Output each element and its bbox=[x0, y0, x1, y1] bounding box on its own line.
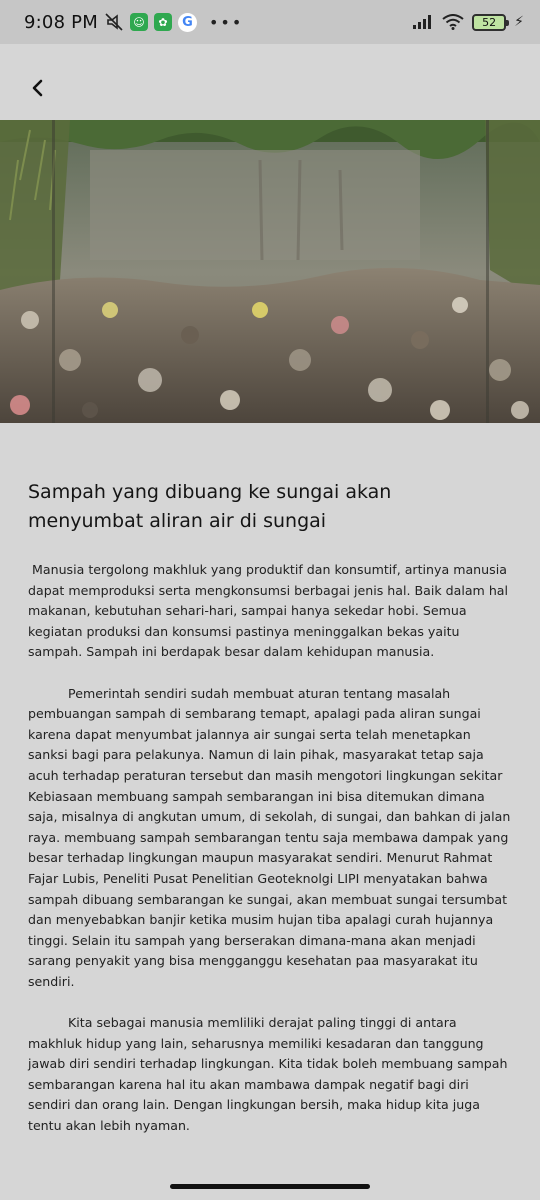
more-dots-icon: ••• bbox=[208, 12, 244, 32]
wifi-icon bbox=[442, 14, 464, 30]
battery-level: 52 bbox=[482, 15, 497, 29]
chevron-left-icon bbox=[28, 78, 48, 98]
article-body bbox=[28, 560, 515, 1137]
signal-icon bbox=[412, 14, 434, 30]
mute-icon bbox=[104, 12, 124, 32]
app-bar bbox=[0, 44, 540, 120]
status-right bbox=[412, 14, 524, 31]
article bbox=[28, 478, 515, 1157]
back-button[interactable] bbox=[20, 70, 56, 106]
article-paragraph: Pemerintah sendiri sudah membuat aturan tentang masalah pembuangan sampah di sembarang temapt, apalagi pada aliran sungai karena dapat menyumbat jalannya air sungai serta telah menetapkan sanksi bagi para pelakunya. Namun di lain pihak, masyarakat tetap saja acuh terhadap peraturan tersebut dan masih mengotori lingkungan sekitar Kebiasaan membuang sampah sembarangan ini bisa ditemukan dimana saja, misalnya di angkutan umum, di sekolah, di sungai, dan bahkan di jalan raya. membuang sampah sembarangan tentu saja membawa dampak yang besar terhadap lingkungan maupun masyarakat sendiri. Menurut Rahmat Fajar Lubis, Peneliti Pusat Penelitian Geoteknolgi LIPI menyatakan bahwa sampah dibuang sembarangan ke sungai, akan membuat sungai tersumbat dan menyebabkan banjir ketika musim hujan tiba apalagi curah hujannya tinggi. Selain itu sampah yang berserakan dimana-mana akan menjadi sarang penyakit yang bisa mengganggu kesehatan paa masyarakat itu sendiri. bbox=[28, 685, 515, 989]
home-indicator[interactable] bbox=[170, 1184, 370, 1189]
battery-icon bbox=[472, 14, 506, 31]
app-icon-2: ✿ bbox=[154, 13, 172, 31]
charging-icon: ⚡ bbox=[514, 14, 524, 30]
status-bar bbox=[0, 0, 540, 44]
status-left bbox=[24, 12, 243, 33]
status-time: 9:08 PM bbox=[24, 11, 98, 33]
google-icon: G bbox=[178, 13, 197, 32]
river-trash-illustration bbox=[0, 120, 540, 423]
hero-image bbox=[0, 120, 540, 423]
article-paragraph: Kita sebagai manusia memliliki derajat paling tinggi di antara makhluk hidup yang lain, seharusnya memiliki kesadaran dan tanggung jawab diri sendiri terhadap lingkungan. Kita tidak boleh membuang sampah sembarangan karena hal itu akan mambawa dampak negatif bagi diri sendiri dan orang lain. Dengan lingkungan bersih, maka hidup kita juga tentu akan lebih nyaman. bbox=[28, 1015, 512, 1134]
app-icon: ☺ bbox=[130, 13, 148, 31]
article-title: Sampah yang dibuang ke sungai akan menyumbat aliran air di sungai bbox=[28, 481, 392, 532]
article-paragraph: Manusia tergolong makhluk yang produktif dan konsumtif, artinya manusia dapat memproduksi serta mengkonsumsi berbagai jenis hal. Baik dalam hal makanan, kebutuhan sehari-hari, sampai hanya sekedar hobi. Semua kegiatan produksi dan konsumsi pastinya meninggalkan bekas yaitu sampah. Sampah ini berdapak besar dalam kehidupan manusia. bbox=[28, 562, 513, 660]
